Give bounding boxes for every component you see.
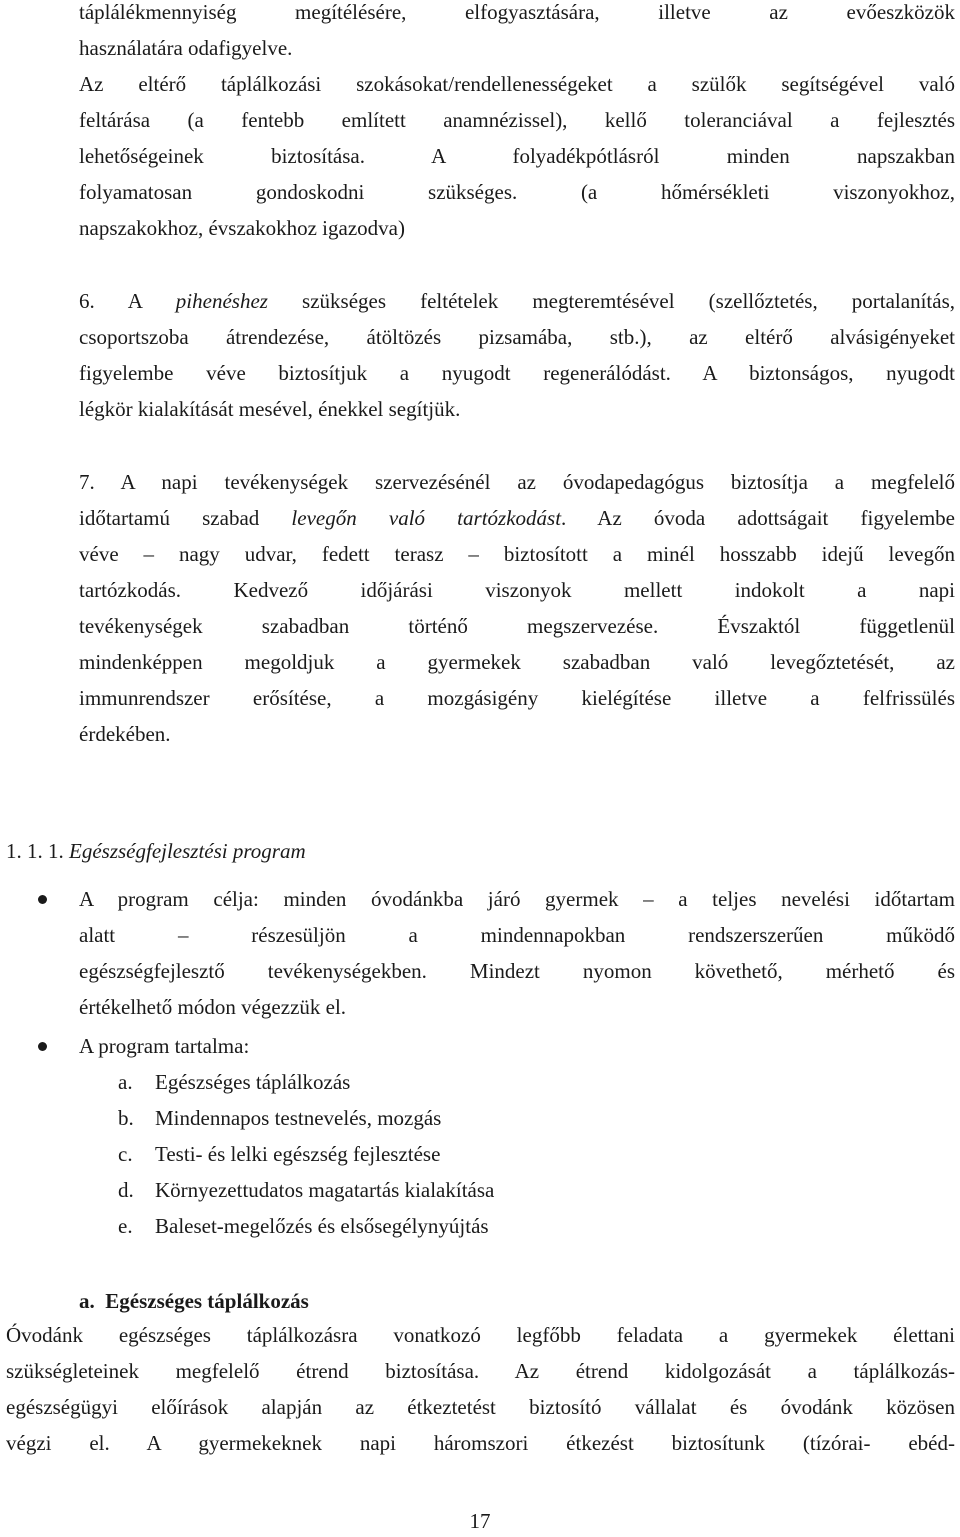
bullet-dot [38,895,47,904]
italic-term: pihenéshez [175,289,268,313]
text-line: táplálékmennyiség megítélésére, elfogyasztására, illetve az evőeszközök [79,0,955,24]
item-7-number: 7. [79,470,95,494]
item-7-paragraph [79,464,955,752]
list-letter: c. [118,1142,133,1166]
list-text: Egészséges táplálkozás [155,1070,351,1094]
text-line: véve – nagy udvar, fedett terasz – biztosított a minél hosszabb idejű levegőn [79,542,955,566]
list-text: Mindennapos testnevelés, mozgás [155,1106,442,1130]
section-title: Egészségfejlesztési program [69,839,306,863]
list-text: Környezettudatos magatartás kialakítása [155,1178,495,1202]
text-line: 6. A pihenéshez szükséges feltételek megteremtésével (szellőztetés, portalanítás, [79,289,956,313]
section-number: 1. 1. 1. [6,839,64,863]
text-line: légkör kialakítását mesével, énekkel segítjük. [79,397,461,421]
text-line: mindenképpen megoldjuk a gyermekek szabadban való levegőztetését, az [79,650,955,674]
list-item [118,1172,494,1208]
section-heading [6,833,306,869]
text-line: tartózkodás. Kedvező időjárási viszonyok mellett indokolt a napi [79,578,955,602]
text-line: 7. A napi tevékenységek szervezésénél az óvodapedagógus biztosítja a megfelelő [79,470,955,494]
text-line: napszakokhoz, évszakokhoz igazodva) [79,216,405,240]
list-letter: a. [118,1070,133,1094]
list-item [118,1136,440,1172]
bullet-1-paragraph [79,881,955,1025]
subheading: a. Egészséges táplálkozás [79,1289,309,1313]
item-6-number: 6. [79,289,95,313]
nutrition-paragraph [6,1317,955,1461]
text-line: időtartamú szabad levegőn való tartózkodást. Az óvoda adottságait figyelembe [79,506,955,530]
bullet-dot [38,1042,47,1051]
text-line: Óvodánk egészséges táplálkozásra vonatkozó legfőbb feladata a gyermekek élettani [6,1323,955,1347]
list-item [118,1064,350,1100]
text-line: egészségfejlesztő tevékenységekben. Mindezt nyomon követhető, mérhető és [79,959,955,983]
text-line: figyelembe véve biztosítjuk a nyugodt regenerálódást. A biztonságos, nyugodt [79,361,955,385]
text-line: folyamatosan gondoskodni szükséges. (a hőmérsékleti viszonyokhoz, [79,180,955,204]
text-line: végzi el. A gyermekeknek napi háromszori étkezést biztosítunk (tízórai- ebéd- [6,1431,955,1455]
text-line: A program célja: minden óvodánkba járó gyermek – a teljes nevelési időtartam [79,887,955,911]
text-line: tevékenységek szabadban történő megszervezése. Évszaktól függetlenül [79,614,955,638]
text-line: alatt – részesüljön a mindennapokban rendszerszerűen működő [79,923,955,947]
text-line: feltárása (a fentebb említett anamnézissel), kellő toleranciával a fejlesztés [79,108,955,132]
page-number: 17 [469,1509,491,1533]
list-item [118,1100,441,1136]
list-letter: b. [118,1106,134,1130]
text-line: lehetőségeinek biztosítása. A folyadékpótlásról minden napszakban [79,144,955,168]
text-line: egészségügyi előírások alapján az étkeztetést biztosító vállalat és óvodánk közösen [6,1395,955,1419]
text-line: immunrendszer erősítése, a mozgásigény kielégítése illetve a felfrissülés [79,686,955,710]
list-letter: e. [118,1214,133,1238]
intro-paragraph [79,0,955,246]
item-6-paragraph [79,283,955,427]
list-item [118,1208,489,1244]
text-line: csoportszoba átrendezése, átöltözés pizsamába, stb.), az eltérő alvásigényeket [79,325,955,349]
text-line: értékelhető módon végezzük el. [79,995,347,1019]
text-line: érdekében. [79,722,171,746]
list-text: Baleset-megelőzés és elsősegélynyújtás [155,1214,489,1238]
bullet-2-label: A program tartalma: [79,1034,250,1058]
list-text: Testi- és lelki egészség fejlesztése [155,1142,441,1166]
text-line: Az eltérő táplálkozási szokásokat/rendellenességeket a szülők segítségével való [79,72,955,96]
italic-term: levegőn való tartózkodást [291,506,562,530]
list-letter: d. [118,1178,134,1202]
text-line: szükségleteinek megfelelő étrend biztosítása. Az étrend kidolgozását a táplálkozás- [6,1359,955,1383]
text-line: használatára odafigyelve. [79,36,293,60]
